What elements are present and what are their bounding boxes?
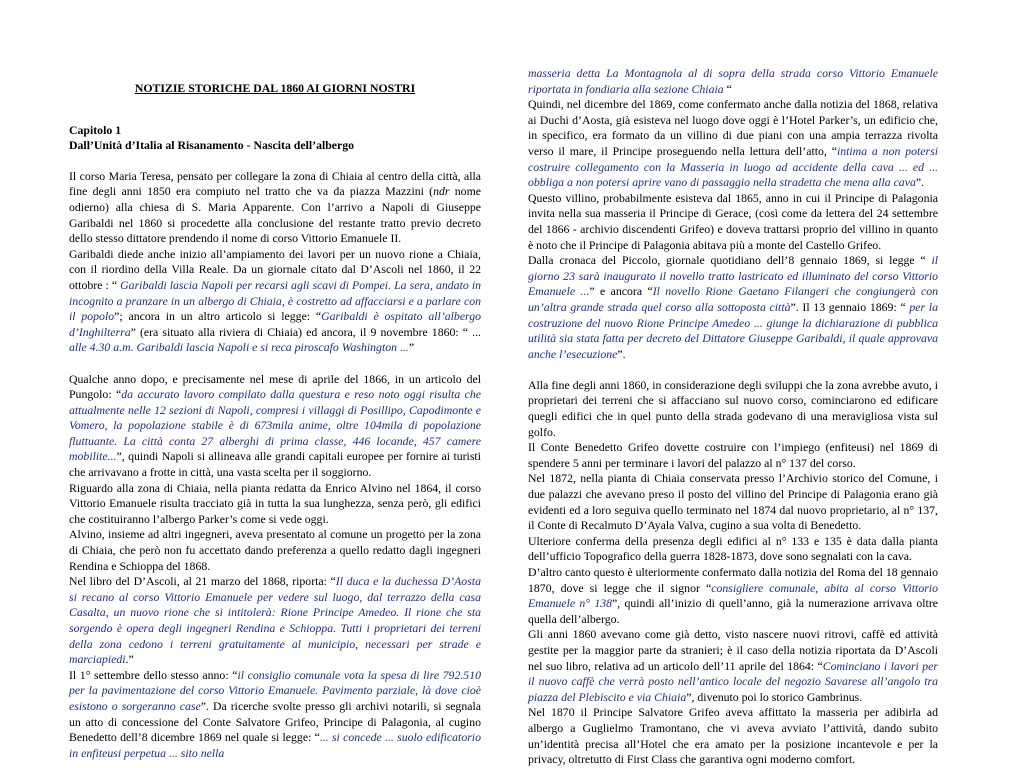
paragraph: Ulteriore conferma della presenza degli edifici al n° 133 e 135 è data dalla pianta dell’ufficio Topografico della guerra 1828-1873, dove sono segnalati con la cava. xyxy=(528,533,938,564)
paragraph xyxy=(69,247,481,356)
text: Il corso Maria Teresa, pensato per collegare la zona di Chiaia al centro della città, alla fine degli anni 1850 era compiuto nel tratto che va da piazza Mazzini ( xyxy=(69,168,481,199)
paragraph xyxy=(528,565,938,627)
quote: consigliere comunale, abita al corso Vittorio Emanuele n° 138 xyxy=(528,580,938,611)
paragraph: Riguardo alla zona di Chiaia, nella pianta redatta da Enrico Alvino nel 1864, il corso Vittorio Emanuele risulta tracciato già in tutta la sua lunghezza, senza però, gli edifici che costituiranno l’albergo Parker’s come si vede oggi. xyxy=(69,480,481,526)
document-title: NOTIZIE STORICHE DAL 1860 AI GIORNI NOSTRI xyxy=(134,81,416,95)
paragraph: Alvino, insieme ad altri ingegneri, aveva presentato al comune un progetto per la zona di Chiaia, che però non fu accettato dando preferenza a quello redatto dagli ingegneri Rendina e Schioppa del 1868. xyxy=(69,527,481,573)
quote: Il duca e la duchessa D’Aosta si recano al corso Vittorio Emanuele per vedere sul luogo, dal terrazzo della casa Casalta, un nuovo rione che si intitolerà: Rione Principe Amedeo. Il rione che sta sorgendo è opera degli ingegneri Rendina e Schioppa. Tutti i proprietari dei terreni della zona cedono i terreni gratuitamente al municipio, necessari per strade e marciapiedi xyxy=(69,574,481,667)
text: Il 1° settembre dello stesso anno: “ xyxy=(69,667,238,682)
quote: il giorno 23 sarà inaugurato il novello tratto lastricato ed illuminato del corso Vittorio Emanuele ... xyxy=(528,253,938,299)
paragraph xyxy=(528,253,938,362)
paragraph: Nel 1870 il Principe Salvatore Grifeo aveva affittato la masseria per adibirla ad albergo a Guglielmo Tramontano, che vi aveva avviato l’attività, dando subito un’identità precisa all’Hotel che era amato per la posizione incantevole e per la privacy, oltretutto di First Class che garantiva ogni moderno comfort. xyxy=(528,705,938,767)
quote: ... si concede ... suolo edificatorio in enfiteusi perpetua ... sito nella xyxy=(69,730,481,760)
paragraph: Alla fine degli anni 1860, in considerazione degli sviluppi che la zona avrebbe avuto, i proprietari dei terreni che si affacciano sul nuovo corso, cominciarono ed edificare quegli edifici che in quel punto della strada godevano di una meravigliosa vista sul golfo. xyxy=(528,377,938,439)
text: “ xyxy=(723,81,732,96)
chapter-heading xyxy=(69,123,481,154)
text: Quindi, nel dicembre del 1869, come confermato anche dalla notizia del 1868, relativa ai Duchi d’Aosta, già esisteva nel luogo dove oggi è l’Hotel Parker’s, un edificio che, in specifico, era formato da un villino di due piani con una ampia terrazza rivolta verso il mare, il Principe proseguendo nella lettura dell’atto, “ xyxy=(528,97,938,158)
text: ” e ancora “ xyxy=(589,284,653,299)
paragraph: Il Conte Benedetto Grifeo dovette costruire con l’impiego (enfiteusi) nel 1869 di spendere 5 anni per terminare i lavori del palazzo al n° 137 del corso. xyxy=(528,440,938,470)
quote: il consiglio comunale vota la spesa di lire 792.510 per la pavimentazione del corso Vittorio Emanuele. Pavimento parziale, là dove cioè esistono o sorgeranno case xyxy=(69,667,481,713)
quote: masseria detta La Montagnola al di sopra della strada corso Vittorio Emanuele riportata in fondiaria alla sezione Chiaia xyxy=(528,66,938,96)
text: ”, divenuto poi lo storico Gambrinus. xyxy=(686,689,863,704)
text: .” xyxy=(125,652,134,667)
paragraph: Nel 1872, nella pianta di Chiaia conservata presso l’Archivio storico del Comune, i due palazzi che avevano preso il posto del villino del Principe di Palagonia erano già evidenti ed a loro seguiva quello terminato nel 1874 dal nuovo proprietario, al n° 137, il Conte di Recalmuto D’Ayala Valva, cugino a sua volta di Benedetto. xyxy=(528,471,938,533)
paragraph: Questo villino, probabilmente esisteva dal 1865, anno in cui il Principe di Palagonia invita nella sua masseria il Principe di Gerace, (così come da lettera del 24 settembre del 1866 - archivio discendenti Grifeo) e doveva trattarsi proprio del villino in quanto è noto che il Principe di Palagonia abitava più a monte del Castello Grifeo. xyxy=(528,190,938,252)
left-column xyxy=(69,81,481,761)
text: ”; ancora in un altro articolo si legge: “ xyxy=(114,309,322,324)
quote: per la costruzione del nuovo Rione Principe Amedeo ... giunge la dichiarazione di pubblica utilità sia stata fatta per decreto del Dittatore Giuseppe Garibaldi, il quale approvava anche l’esecuzione xyxy=(528,299,938,361)
quote: Garibaldi lascia Napoli per recarsi agli scavi di Pompei. La sera, andato in incognito a pranzare in un albergo di Chiaia, è costretto ad affacciarsi e a parlare con il popolo xyxy=(69,277,481,324)
quote: Garibaldi è ospitato all’albergo d’Inghilterra xyxy=(69,309,482,339)
text: Gli anni 1860 avevano come già detto, visto nascere nuovi ritrovi, caffè ed attività gestite per la maggior parte da stranieri; è il caso della notizia riportata da D’Ascoli nel suo libro, relativa ad un articolo dell’11 aprile del 1864: “ xyxy=(528,627,938,673)
text: ”. Da ricerche svolte presso gli archivi notarili, si segnala un atto di concessione del Conte Salvatore Grifeo, Principe di Palagonia, al cugino Benedetto dell’8 dicembre 1869 nel quale si legge: “ xyxy=(69,698,481,745)
text: ”. xyxy=(915,175,925,190)
quote: intima a non potersi costruire collegamento con la Masseria in luogo ad accidente della cava ... ed ... obbliga a non potersi aprire vano di passaggio nella stradetta che mena alla cava xyxy=(528,143,938,190)
paragraph xyxy=(528,66,938,97)
paragraph xyxy=(69,169,481,247)
chapter-title: Dall’Unità d’Italia al Risanamento - Nascita dell’albergo xyxy=(69,138,355,153)
quote: Il novello Rione Gaetano Filangeri che congiungerà con un’altra grande strada quel corso alla sottoposta città xyxy=(528,284,939,314)
text: Garibaldi diede anche inizio all’ampiamento dei lavori per un nuovo rione a Chiaia, con il riordino della Villa Reale. Da un giornale citato dal D’Ascoli nel 1860, il 22 ottobre : “ xyxy=(69,246,481,292)
quote: Cominciano i lavori per il nuovo caffè che verrà posto nell’antico locale del negozio Savarese all’angolo tra piazza del Plebiscito e via Chiaia xyxy=(528,658,938,704)
text: ”, quindi all’inizio di quell’anno, già la numerazione arrivava oltre quella dell’albergo. xyxy=(528,596,938,626)
text: Qualche anno dopo, e precisamente nel mese di aprile del 1866, in un articolo del Pungolo: “ xyxy=(69,371,481,402)
quote: da accurato lavoro compilato dalla questura e reso noto oggi risulta che attualmente nelle 12 sezioni di Napoli, compresi i villaggi di Posillipo, Capodimonte e Vomero, la popolazione stabile è di 673mila anime, oltre 104mila di popolazione fluttuante. La città conta 27 alberghi di prima classe, 446 locande, 457 camere mobilite... xyxy=(69,387,482,464)
paragraph xyxy=(528,97,938,191)
paragraph xyxy=(528,627,938,705)
paragraph xyxy=(69,668,481,762)
quote: alle 4.30 a.m. Garibaldi lascia Napoli e si reca piroscafo Washington ... xyxy=(69,340,409,355)
text: ” xyxy=(408,340,415,355)
paragraph xyxy=(69,372,481,481)
text: Dalla cronaca del Piccolo, giornale quotidiano dell’8 gennaio 1869, si legge “ xyxy=(528,253,932,268)
text: nome odierno) alla chiesa di S. Maria Apparente. Con l’arrivo a Napoli di Giuseppe Garibaldi nel 1860 si procedette alla conclusione del restante tratto previo decreto dello stesso dittatore prendendo il nome di corso Vittorio Emanuele II. xyxy=(69,184,481,246)
text: ”. Il 13 gennaio 1869: “ xyxy=(790,299,910,314)
text: ” (era situato alla riviera di Chiaia) ed ancora, il 9 novembre 1860: “ ... xyxy=(130,324,481,339)
text: ”. xyxy=(617,346,626,361)
note-abbrev: ndr xyxy=(433,184,450,199)
right-column xyxy=(528,66,938,768)
text: D’altro canto questo è ulteriormente confermato dalla notizia del Roma del 18 gennaio 1870, dove si legge che il signor “ xyxy=(528,565,938,595)
chapter-number: Capitolo 1 xyxy=(69,122,122,137)
text: Nel libro del D’Ascoli, al 21 marzo del 1868, riporta: “ xyxy=(69,574,336,589)
text: ”, quindi Napoli si allineava alle grandi capitali europee per fornire ai turisti che arrivavano a frotte in città, una vasta scelta per il soggiorno. xyxy=(69,449,481,480)
paragraph xyxy=(69,574,481,668)
